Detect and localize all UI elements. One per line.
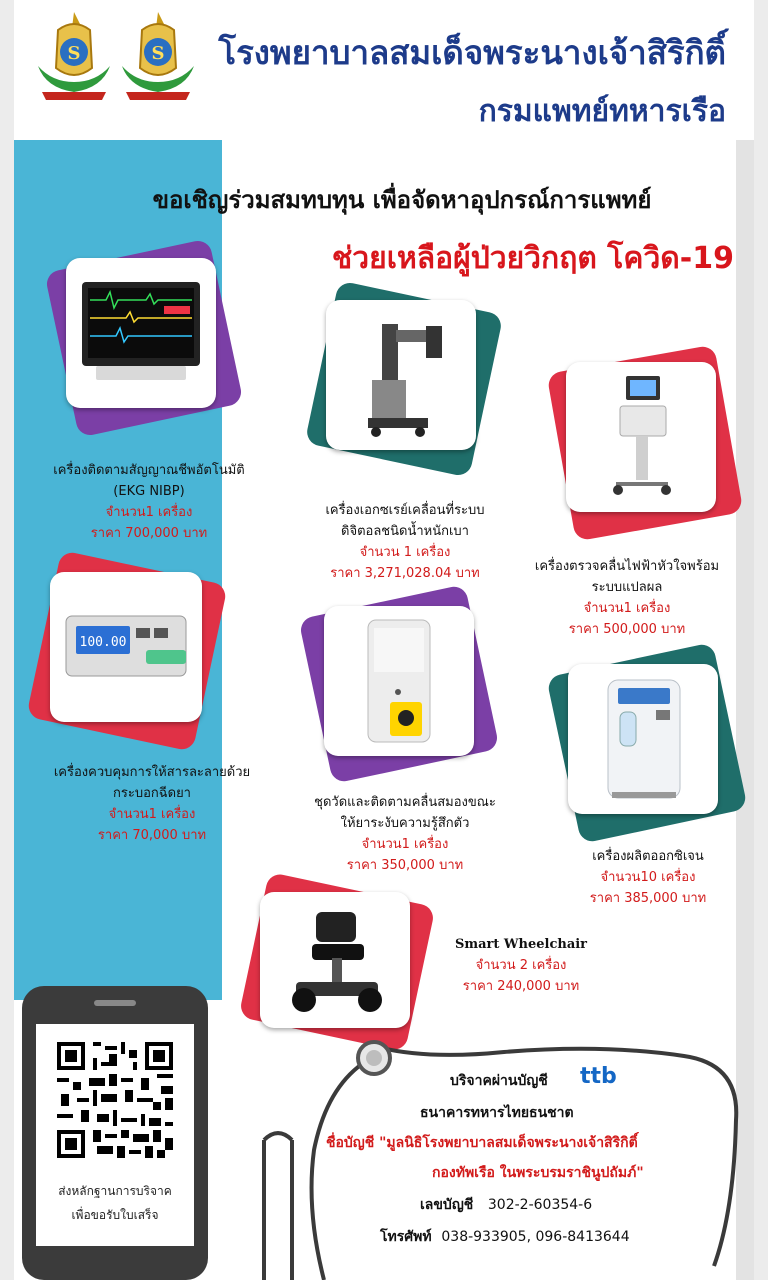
monitor-name: เครื่องติดตามสัญญาณชีพอัตโนมัติ	[53, 463, 245, 478]
account-name-line-1: "มูลนิธิโรงพยาบาลสมเด็จพระนางเจ้าสิริกิติ์	[379, 1135, 638, 1151]
account-name-row-1	[326, 1132, 638, 1154]
hospital-emblem-icon	[32, 8, 116, 104]
caption-syringe	[22, 762, 282, 846]
oxygen-price: ราคา 385,000 บาท	[589, 891, 707, 906]
equipment-card-wheelchair	[242, 880, 432, 1040]
donate-via: บริจาคผ่านบัญชี	[450, 1073, 548, 1089]
account-number-label: เลขบัญชี	[420, 1197, 474, 1213]
syringe-name: เครื่องควบคุมการให้สารละลายด้วย	[53, 765, 251, 780]
account-number-row	[420, 1194, 592, 1216]
wheelchair-name: Smart Wheelchair	[454, 937, 588, 952]
equipment-card-ecg	[550, 348, 740, 548]
ttb-logo: ttb	[580, 1064, 617, 1089]
monitor-qty: จำนวน1 เครื่อง	[105, 505, 193, 520]
eeg-name: ชุดวัดและติดตามคลื่นสมองขณะ	[314, 795, 496, 810]
ecg-cart-icon	[566, 362, 716, 512]
xray-name: เครื่องเอกซเรย์เคลื่อนที่ระบบ	[325, 503, 485, 518]
phone-row	[380, 1226, 630, 1248]
caption-ecg	[500, 556, 754, 640]
equipment-card-oxygen	[552, 648, 742, 842]
caption-monitor	[24, 460, 274, 544]
invite-heading: ขอเชิญร่วมสมทบทุน เพื่อจัดหาอุปกรณ์การแพทย์	[152, 186, 652, 214]
phone-screen	[36, 1024, 194, 1246]
oxygen-concentrator-icon	[568, 664, 718, 814]
oxygen-qty: จำนวน10 เครื่อง	[600, 870, 696, 885]
syringe-price: ราคา 70,000 บาท	[97, 828, 207, 843]
xray-qty: จำนวน 1 เครื่อง	[359, 545, 451, 560]
department-name: กรมแพทย์ทหารเรือ	[478, 94, 726, 129]
send-proof-line-1: ส่งหลักฐานการบริจาค	[58, 1184, 172, 1198]
syringe-name-2: กระบอกฉีดยา	[113, 786, 191, 801]
syringe-screen-value: 100.00	[79, 635, 127, 650]
caption-eeg	[270, 792, 540, 876]
caption-oxygen	[542, 846, 754, 909]
monitor-price: ราคา 700,000 บาท	[90, 526, 208, 541]
equipment-card-syringe	[32, 556, 224, 752]
ecg-price: ราคา 500,000 บาท	[568, 622, 686, 637]
equipment-card-eeg	[304, 590, 500, 780]
phone-numbers: 038-933905, 096-8413644	[441, 1229, 630, 1245]
monitor-model: (EKG NIBP)	[113, 484, 185, 499]
qr-code-icon	[53, 1038, 177, 1162]
wheelchair-price: ราคา 240,000 บาท	[462, 979, 580, 994]
xray-price: ราคา 3,271,028.04 บาท	[330, 566, 480, 581]
ecg-name: เครื่องตรวจคลื่นไฟฟ้าหัวใจพร้อม	[534, 559, 720, 574]
bank-name: ธนาคารทหารไทยธนชาต	[420, 1105, 574, 1121]
eeg-price: ราคา 350,000 บาท	[346, 858, 464, 873]
send-proof-line-2: เพื่อขอรับใบเสร็จ	[71, 1208, 159, 1222]
svg-text:S: S	[67, 43, 81, 64]
navy-emblem-icon	[116, 8, 200, 104]
poster	[14, 0, 754, 1280]
mobile-xray-icon	[326, 300, 476, 450]
syringe-qty: จำนวน1 เครื่อง	[108, 807, 196, 822]
eeg-monitor-icon	[324, 606, 474, 756]
patient-monitor-icon	[66, 258, 216, 408]
svg-text:S: S	[151, 43, 165, 64]
account-name-label: ชื่อบัญชี	[326, 1135, 375, 1151]
eeg-qty: จำนวน1 เครื่อง	[361, 837, 449, 852]
equipment-card-xray	[310, 286, 498, 476]
equipment-card-monitor	[50, 246, 238, 436]
phone-speaker	[94, 1000, 136, 1006]
purpose-heading: ช่วยเหลือผู้ป่วยวิกฤต โควิด-19	[331, 241, 734, 276]
caption-wheelchair	[428, 934, 614, 997]
syringe-pump-icon	[50, 572, 202, 722]
account-number: 302-2-60354-6	[487, 1197, 593, 1213]
eeg-name-2: ให้ยาระงับความรู้สึกตัว	[340, 816, 470, 831]
wheelchair-icon	[260, 892, 410, 1028]
account-name-line-2: กองทัพเรือ ในพระบรมราชินูปถัมภ์"	[432, 1165, 644, 1181]
ecg-name-2: ระบบแปลผล	[591, 580, 663, 595]
hospital-name: โรงพยาบาลสมเด็จพระนางเจ้าสิริกิติ์	[218, 33, 726, 72]
ecg-qty: จำนวน1 เครื่อง	[583, 601, 671, 616]
wheelchair-qty: จำนวน 2 เครื่อง	[475, 958, 567, 973]
phone-label: โทรศัพท์	[380, 1229, 432, 1245]
phone-graphic	[22, 986, 208, 1280]
xray-name-2: ดิจิตอลชนิดน้ำหนักเบา	[341, 524, 469, 539]
oxygen-name: เครื่องผลิตออกซิเจน	[592, 849, 704, 864]
